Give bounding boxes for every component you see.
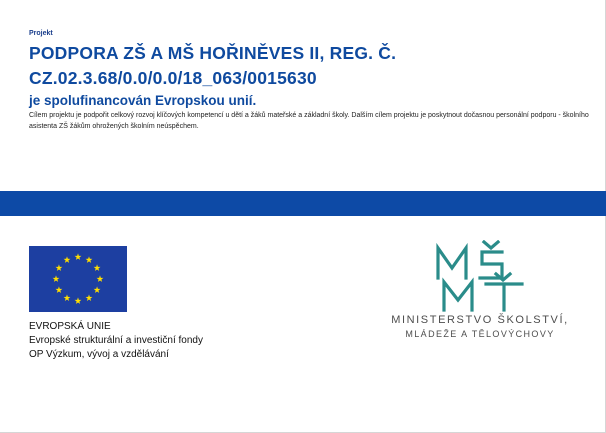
eu-star-icon xyxy=(64,256,71,263)
blue-band xyxy=(0,191,606,216)
ministry-name-line1: MINISTERSTVO ŠKOLSTVÍ, xyxy=(391,314,569,326)
eu-star-icon xyxy=(56,286,63,293)
eu-star-icon xyxy=(86,256,93,263)
project-title-line2: CZ.02.3.68/0.0/0.0/18_063/0015630 xyxy=(29,68,317,88)
eu-flag-icon xyxy=(29,246,127,312)
eu-star-icon xyxy=(75,297,82,304)
project-header xyxy=(29,30,589,132)
eu-star-icon xyxy=(56,264,63,271)
eu-star-icon xyxy=(86,294,93,301)
eu-text-block xyxy=(29,320,203,362)
ministry-name-line2: MLÁDEŽE A TĚLOVÝCHOVY xyxy=(405,329,555,339)
eu-star-icon xyxy=(94,264,101,271)
eu-star-icon xyxy=(97,275,104,282)
eu-star-icon xyxy=(94,286,101,293)
msmt-logo-icon xyxy=(430,240,530,312)
eu-star-icon xyxy=(75,253,82,260)
eu-line3: OP Výzkum, vývoj a vzdělávání xyxy=(29,349,169,360)
project-description: Cílem projektu je podpořit celkový rozvoj klíčových kompetencí u dětí a žáků mateřské a základní školy. Dalším cílem projektu je poskytnout dočasnou personální podporu - školního asistenta ZŠ žákům ohrožených školním neúspěchem. xyxy=(29,112,589,130)
eu-line1: EVROPSKÁ UNIE xyxy=(29,321,111,332)
eu-star-icon xyxy=(53,275,60,282)
eu-star-icon xyxy=(64,294,71,301)
project-title-line1: PODPORA ZŠ A MŠ HOŘINĚVES II, REG. Č. xyxy=(29,43,397,63)
eu-stars xyxy=(29,246,127,312)
cofinanced-text: je spolufinancován Evropskou unií. xyxy=(29,93,257,108)
eu-line2: Evropské strukturální a investiční fondy xyxy=(29,335,203,346)
project-label: Projekt xyxy=(29,30,53,37)
